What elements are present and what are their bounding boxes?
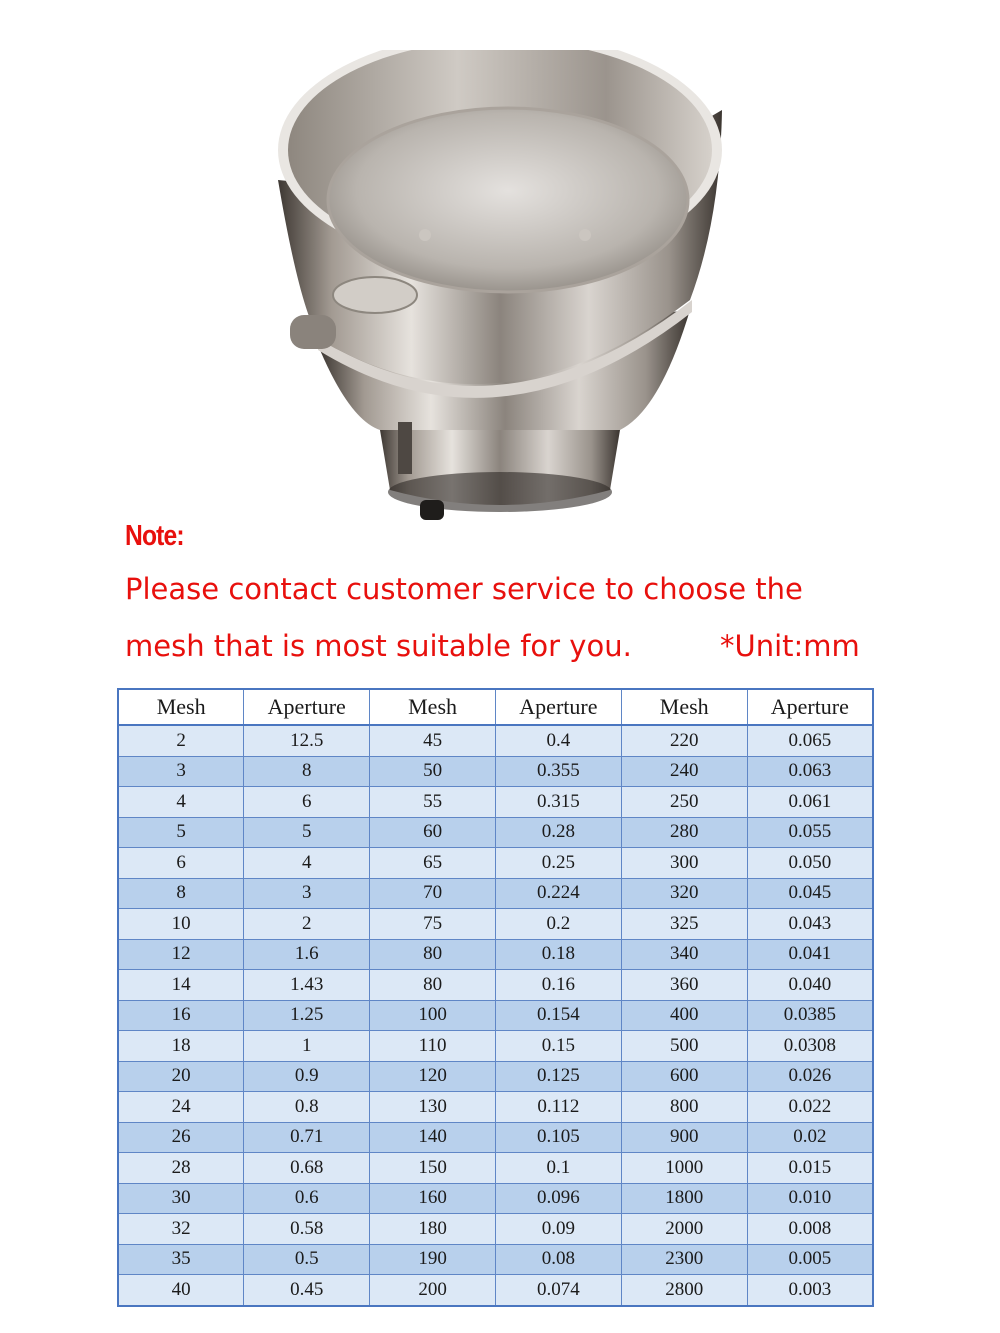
aperture-cell: 1.43 [244,970,370,1001]
aperture-cell: 0.005 [747,1244,873,1275]
aperture-cell: 0.02 [747,1122,873,1153]
aperture-cell: 0.16 [495,970,621,1001]
mesh-cell: 190 [370,1244,496,1275]
mesh-cell: 2 [118,725,244,756]
mesh-cell: 65 [370,848,496,879]
table-header-row [118,689,873,725]
table-body [118,725,873,1306]
unit-label: *Unit:mm [720,629,860,663]
mesh-cell: 120 [370,1061,496,1092]
aperture-cell: 0.315 [495,787,621,818]
table-row [118,1092,873,1123]
aperture-cell: 0.25 [495,848,621,879]
aperture-cell: 0.065 [747,725,873,756]
aperture-cell: 0.010 [747,1183,873,1214]
mesh-cell: 500 [621,1031,747,1062]
mesh-cell: 340 [621,939,747,970]
header-aperture-3: Aperture [747,689,873,725]
mesh-cell: 130 [370,1092,496,1123]
aperture-cell: 0.061 [747,787,873,818]
aperture-cell: 0.022 [747,1092,873,1123]
aperture-cell: 0.45 [244,1275,370,1306]
mesh-cell: 5 [118,817,244,848]
mesh-cell: 220 [621,725,747,756]
mesh-cell: 40 [118,1275,244,1306]
mesh-cell: 18 [118,1031,244,1062]
aperture-cell: 6 [244,787,370,818]
aperture-cell: 0.1 [495,1153,621,1184]
table-row [118,1153,873,1184]
header-mesh-2: Mesh [370,689,496,725]
table-row [118,1214,873,1245]
table-row [118,1183,873,1214]
mesh-cell: 1000 [621,1153,747,1184]
aperture-cell: 0.125 [495,1061,621,1092]
aperture-cell: 0.28 [495,817,621,848]
table-row [118,970,873,1001]
aperture-cell: 0.050 [747,848,873,879]
aperture-cell: 0.105 [495,1122,621,1153]
table-row [118,939,873,970]
mesh-cell: 400 [621,1000,747,1031]
mesh-cell: 10 [118,909,244,940]
aperture-cell: 3 [244,878,370,909]
table-row [118,1122,873,1153]
aperture-cell: 0.224 [495,878,621,909]
aperture-cell: 0.074 [495,1275,621,1306]
aperture-cell: 0.355 [495,756,621,787]
mesh-cell: 75 [370,909,496,940]
mesh-cell: 20 [118,1061,244,1092]
aperture-cell: 1.6 [244,939,370,970]
aperture-cell: 0.063 [747,756,873,787]
aperture-cell: 12.5 [244,725,370,756]
aperture-cell: 0.9 [244,1061,370,1092]
aperture-cell: 5 [244,817,370,848]
aperture-cell: 0.71 [244,1122,370,1153]
sieve-photo [260,50,740,530]
aperture-cell: 0.0308 [747,1031,873,1062]
aperture-cell: 0.58 [244,1214,370,1245]
aperture-cell: 1.25 [244,1000,370,1031]
mesh-cell: 900 [621,1122,747,1153]
mesh-cell: 30 [118,1183,244,1214]
aperture-cell: 0.096 [495,1183,621,1214]
table-row [118,817,873,848]
mesh-cell: 12 [118,939,244,970]
aperture-cell: 0.008 [747,1214,873,1245]
mesh-cell: 70 [370,878,496,909]
header-mesh-3: Mesh [621,689,747,725]
aperture-cell: 4 [244,848,370,879]
aperture-cell: 0.2 [495,909,621,940]
mesh-cell: 4 [118,787,244,818]
note-title: Note: [125,520,184,552]
mesh-cell: 320 [621,878,747,909]
mesh-cell: 28 [118,1153,244,1184]
header-aperture-2: Aperture [495,689,621,725]
table-row [118,725,873,756]
mesh-cell: 250 [621,787,747,818]
aperture-cell: 0.154 [495,1000,621,1031]
mesh-cell: 600 [621,1061,747,1092]
aperture-cell: 0.040 [747,970,873,1001]
mesh-cell: 60 [370,817,496,848]
table-row [118,848,873,879]
mesh-cell: 50 [370,756,496,787]
mesh-cell: 32 [118,1214,244,1245]
aperture-cell: 0.8 [244,1092,370,1123]
header-aperture-1: Aperture [244,689,370,725]
aperture-cell: 0.055 [747,817,873,848]
aperture-cell: 2 [244,909,370,940]
aperture-cell: 0.112 [495,1092,621,1123]
note-line-1: Please contact customer service to choose the [125,572,803,606]
mesh-cell: 24 [118,1092,244,1123]
mesh-cell: 3 [118,756,244,787]
aperture-cell: 0.18 [495,939,621,970]
mesh-cell: 35 [118,1244,244,1275]
table-row [118,1061,873,1092]
mesh-cell: 100 [370,1000,496,1031]
aperture-cell: 1 [244,1031,370,1062]
aperture-cell: 0.043 [747,909,873,940]
table-row [118,1000,873,1031]
mesh-cell: 300 [621,848,747,879]
table-row [118,878,873,909]
mesh-cell: 55 [370,787,496,818]
aperture-cell: 0.15 [495,1031,621,1062]
aperture-cell: 0.68 [244,1153,370,1184]
mesh-cell: 360 [621,970,747,1001]
aperture-cell: 0.4 [495,725,621,756]
table-row [118,787,873,818]
table-row [118,909,873,940]
mesh-cell: 140 [370,1122,496,1153]
mesh-aperture-table [117,688,874,1307]
mesh-cell: 280 [621,817,747,848]
mesh-cell: 110 [370,1031,496,1062]
aperture-cell: 0.015 [747,1153,873,1184]
mesh-cell: 2800 [621,1275,747,1306]
mesh-cell: 45 [370,725,496,756]
mesh-cell: 80 [370,970,496,1001]
mesh-cell: 200 [370,1275,496,1306]
aperture-cell: 8 [244,756,370,787]
aperture-cell: 0.08 [495,1244,621,1275]
mesh-cell: 26 [118,1122,244,1153]
aperture-cell: 0.5 [244,1244,370,1275]
mesh-cell: 325 [621,909,747,940]
mesh-cell: 180 [370,1214,496,1245]
mesh-cell: 2300 [621,1244,747,1275]
aperture-cell: 0.045 [747,878,873,909]
table-row [118,1031,873,1062]
aperture-cell: 0.0385 [747,1000,873,1031]
table-row [118,1275,873,1306]
note-line-2: mesh that is most suitable for you. [125,629,632,663]
mesh-cell: 160 [370,1183,496,1214]
mesh-cell: 240 [621,756,747,787]
table-row [118,1244,873,1275]
mesh-cell: 80 [370,939,496,970]
aperture-cell: 0.026 [747,1061,873,1092]
mesh-cell: 6 [118,848,244,879]
table-row [118,756,873,787]
mesh-cell: 16 [118,1000,244,1031]
aperture-cell: 0.003 [747,1275,873,1306]
aperture-cell: 0.6 [244,1183,370,1214]
mesh-cell: 8 [118,878,244,909]
mesh-cell: 14 [118,970,244,1001]
mesh-cell: 1800 [621,1183,747,1214]
aperture-cell: 0.041 [747,939,873,970]
mesh-cell: 2000 [621,1214,747,1245]
mesh-cell: 800 [621,1092,747,1123]
header-mesh-1: Mesh [118,689,244,725]
mesh-cell: 150 [370,1153,496,1184]
aperture-cell: 0.09 [495,1214,621,1245]
